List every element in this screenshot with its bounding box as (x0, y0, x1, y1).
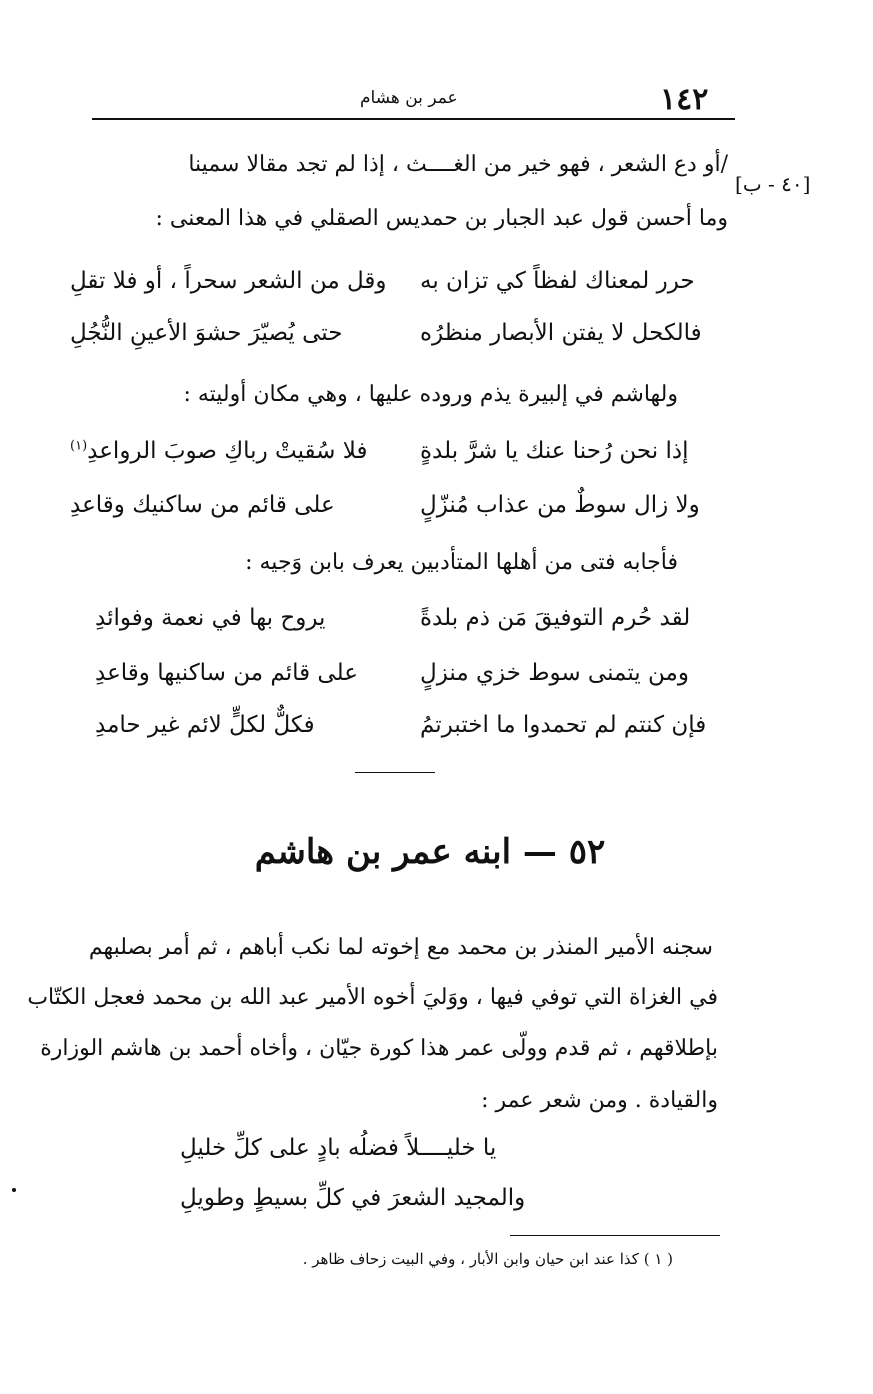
body-line-4: والقيادة . ومن شعر عمر : (481, 1088, 718, 1113)
verse-c3-second: فكلٌّ لكلٍّ لائم غير حامدِ (95, 712, 315, 738)
mid-line-1: ولهاشم في إلبيرة يذم وروده عليها ، وهي مكان أوليته : (183, 382, 678, 407)
separator-rule (355, 772, 435, 773)
verse-b2-second: على قائم من ساكنيك وقاعدِ (70, 492, 335, 518)
section-title: ٥٢ — ابنه عمر بن هاشم (254, 832, 606, 872)
verse-c3-first: فإن كنتم لم تحمدوا ما اختبرتمُ (420, 712, 707, 738)
footnote-reference: (١) (70, 438, 88, 454)
page-number: ١٤٢ (660, 82, 709, 117)
header-rule (92, 118, 735, 120)
final-verse-2: والمجيد الشعرَ في كلِّ بسيطٍ وطويلِ (180, 1185, 526, 1211)
final-verse-1: يا خليــــلاً فضلُه بادٍ على كلِّ خليلِ (180, 1135, 497, 1161)
verse-c2-second: على قائم من ساكنيها وقاعدِ (95, 660, 358, 686)
verse-c1-second: يروح بها في نعمة وفوائدِ (95, 605, 326, 631)
body-line-1: سجنه الأمير المنذر بن محمد مع إخوته لما نكب أباهم ، ثم أمر بصلبهم (88, 935, 713, 960)
footnote-text: ( ١ ) كذا عند ابن حيان وابن الأبار ، وفي البيت زحاف ظاهر . (302, 1250, 673, 1268)
verse-c1-first: لقد حُرم التوفيقَ مَن ذم بلدةً (420, 605, 691, 631)
running-title: عمر بن هشام (360, 88, 458, 108)
scan-dot (12, 1188, 16, 1192)
footnote-rule (510, 1235, 720, 1236)
verse-b2-first: ولا زال سوطٌ من عذاب مُنزّلٍ (420, 492, 700, 518)
verse-a2-second: حتى يُصيّرَ حشوَ الأعينِ النُّجُلِ (70, 320, 343, 346)
body-line-3: بإطلاقهم ، ثم قدم وولّى عمر هذا كورة جيّان ، وأخاه أحمد بن هاشم الوزارة (40, 1036, 718, 1061)
intro-line-2: وما أحسن قول عبد الجبار بن حمديس الصقلي في هذا المعنى : (155, 206, 728, 231)
verse-a1-second: وقل من الشعر سحراً ، أو فلا تقلِ (70, 268, 387, 294)
verse-b1-first: إذا نحن رُحنا عنك يا شرَّ بلدةٍ (420, 438, 689, 464)
intro-line-1: /أو دع الشعر ، فهو خير من الغــــث ، إذا لم تجد مقالا سمينا (188, 152, 728, 177)
folio-marker: [٤٠ - ب] (735, 172, 811, 196)
verse-b1-second-text: فلا سُقيتْ رباكِ صوبَ الرواعدِ (87, 438, 368, 464)
mid-line-2: فأجابه فتى من أهلها المتأدبين يعرف بابن وَجيه : (245, 550, 678, 575)
verse-a2-first: فالكحل لا يفتن الأبصار منظرُه (420, 320, 702, 346)
body-line-2: في الغزاة التي توفي فيها ، ووَليَ أخوه الأمير عبد الله بن محمد فعجل الكتّاب (27, 985, 718, 1010)
verse-c2-first: ومن يتمنى سوط خزي منزلٍ (420, 660, 689, 686)
verse-b1-second (70, 438, 367, 464)
verse-a1-first: حرر لمعناك لفظاً كي تزان به (420, 268, 695, 294)
